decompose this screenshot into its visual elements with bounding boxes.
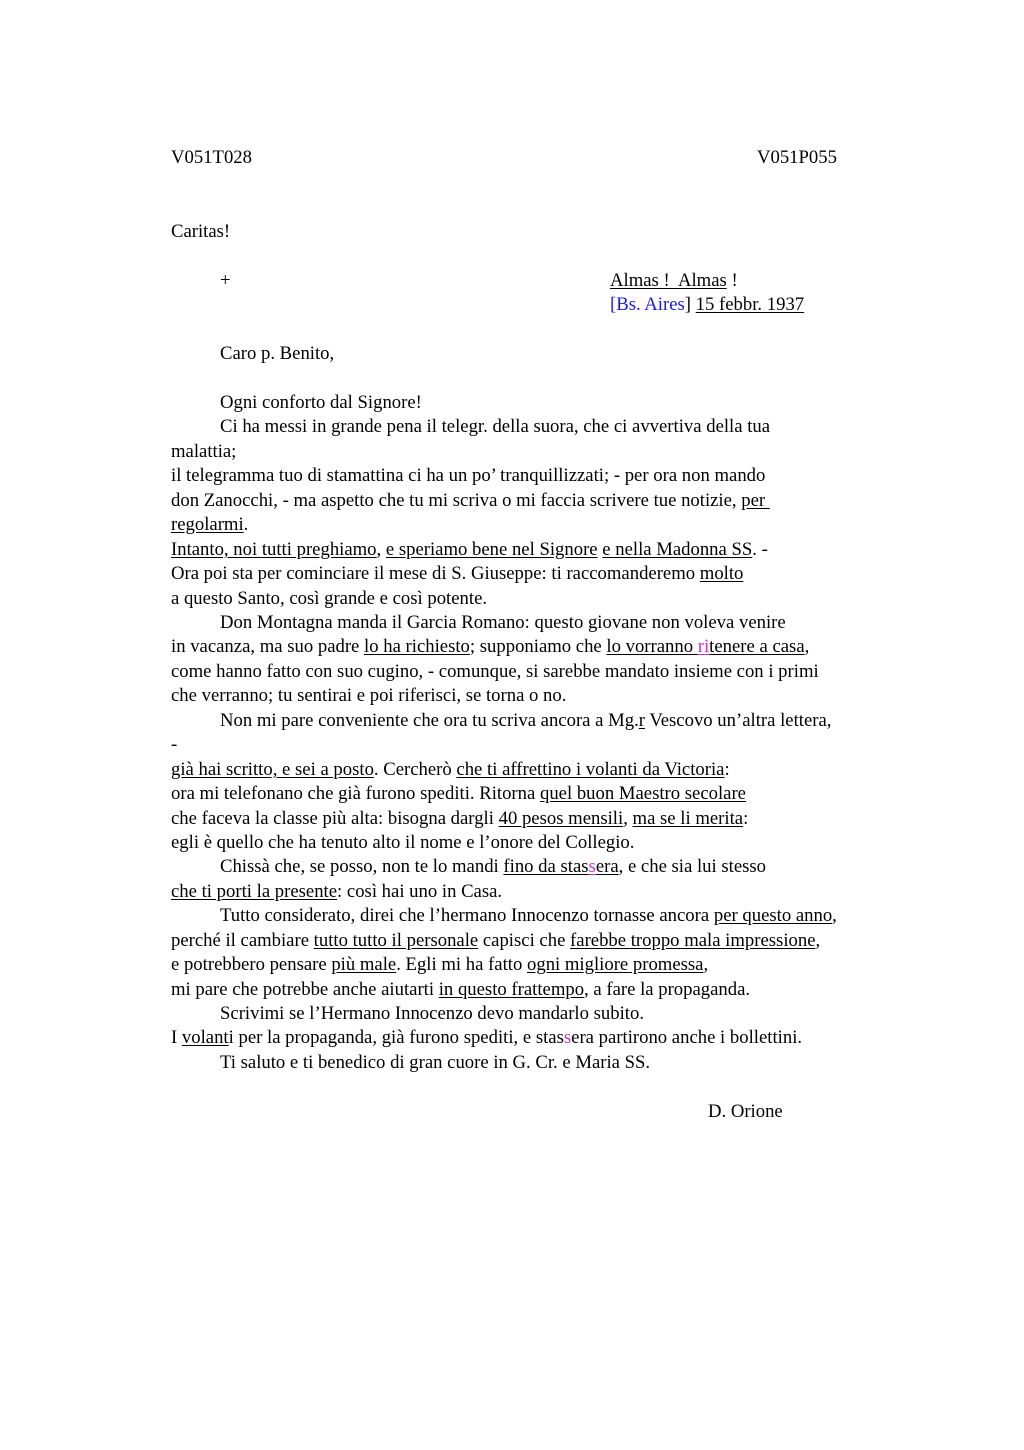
underlined-segment: volant xyxy=(181,1027,229,1048)
correction-segment: s xyxy=(588,856,596,877)
text-segment: mi pare che potrebbe anche aiutarti xyxy=(171,979,439,1000)
underlined-segment: farebbe troppo mala impressione xyxy=(570,930,816,951)
bracket-open: [ xyxy=(610,294,617,315)
text-segment: : xyxy=(724,759,730,780)
text-segment: . Egli mi ha fatto xyxy=(396,954,527,975)
body-line: che verranno; tu sentirai e poi riferisci, se torna o no. xyxy=(171,685,567,706)
body-line: - xyxy=(171,734,178,755)
text-segment: Vescovo un’altra lettera, xyxy=(644,710,832,731)
body-line xyxy=(220,858,766,877)
body-line xyxy=(171,638,809,657)
document-code-left: V051T028 xyxy=(171,147,252,168)
text-segment: , xyxy=(815,930,821,951)
bracket-close: ] xyxy=(684,294,696,315)
text-segment: capisci che xyxy=(478,930,571,951)
text-segment: Non mi pare conveniente che ora tu scriva ancora a Mg. xyxy=(220,710,639,731)
almas-text: Almas ! Almas xyxy=(610,270,727,291)
underlined-segment: lo vorranno xyxy=(606,636,698,657)
text-segment: e potrebbero pensare xyxy=(171,954,332,975)
text-segment: . - xyxy=(752,539,768,560)
text-segment: che faceva la classe più alta: bisogna dargli xyxy=(171,808,499,829)
underlined-segment: per questo anno xyxy=(713,905,833,926)
body-line: il telegramma tuo di stamattina ci ha un po’ tranquillizzati; - per ora non mando xyxy=(171,465,766,486)
opening-line: Ogni conforto dal Signore! xyxy=(220,392,422,413)
body-line xyxy=(171,981,750,1000)
body-line xyxy=(171,516,248,535)
underlined-segment: ogni migliore promessa xyxy=(527,954,704,975)
body-line xyxy=(171,492,770,511)
underlined-segment: Intanto, noi tutti preghiamo xyxy=(171,539,377,560)
closing-line: Ti saluto e ti benedico di gran cuore in G. Cr. e Maria SS. xyxy=(220,1052,651,1073)
underlined-segment: più male xyxy=(331,954,397,975)
body-line: come hanno fatto con suo cugino, - comunque, si sarebbe mandato insieme con i primi xyxy=(171,661,819,682)
underlined-segment: e speriamo bene nel Signore xyxy=(385,539,598,560)
text-segment: : così hai uno in Casa. xyxy=(337,881,503,902)
text-segment: , a fare la propaganda. xyxy=(584,979,751,1000)
underlined-segment: ma se li merita xyxy=(632,808,744,829)
body-line xyxy=(171,1029,802,1048)
text-segment: don Zanocchi, - ma aspetto che tu mi scriva o mi faccia scrivere tue notizie, xyxy=(171,490,742,511)
signature: D. Orione xyxy=(708,1101,783,1122)
body-line: Don Montagna manda il Garcia Romano: questo giovane non voleva venire xyxy=(220,612,786,633)
caritas-heading: Caritas! xyxy=(171,221,231,242)
body-line xyxy=(171,810,748,829)
dateline-almas xyxy=(610,272,738,291)
underlined-segment: tenere a casa xyxy=(709,636,805,657)
underlined-segment: in questo frattempo xyxy=(438,979,585,1000)
underlined-segment: era xyxy=(595,856,619,877)
text-segment: . xyxy=(243,514,249,535)
underlined-segment: per xyxy=(741,490,770,511)
salutation: Caro p. Benito, xyxy=(220,343,335,364)
text-segment: ; supponiamo che xyxy=(469,636,607,657)
underlined-segment: che ti affrettino i volanti da Victoria xyxy=(456,759,725,780)
text-segment: , xyxy=(376,539,386,560)
letter-date: 15 febbr. 1937 xyxy=(695,294,805,315)
cross-mark: + xyxy=(220,270,231,291)
text-segment: : xyxy=(743,808,749,829)
almas-exclamation: ! xyxy=(726,270,738,291)
body-line xyxy=(171,785,746,804)
text-segment: Ora poi sta per cominciare il mese di S. Giuseppe: ti raccomanderemo xyxy=(171,563,700,584)
text-segment: Chissà che, se posso, non te lo mandi xyxy=(220,856,504,877)
underlined-segment: regolarmi xyxy=(171,514,244,535)
text-segment: era partirono anche i bollettini. xyxy=(571,1027,803,1048)
body-line: egli è quello che ha tenuto alto il nome e l’onore del Collegio. xyxy=(171,832,635,853)
text-segment: ora mi telefonano che già furono spediti. Ritorna xyxy=(171,783,540,804)
underlined-segment: 40 pesos mensili xyxy=(498,808,624,829)
underlined-segment: molto xyxy=(699,563,744,584)
text-segment: , xyxy=(832,905,837,926)
text-segment: Tutto considerato, direi che l’hermano Innocenzo tornasse ancora xyxy=(220,905,714,926)
text-segment: , e che sia lui stesso xyxy=(618,856,767,877)
text-segment: perché il cambiare xyxy=(171,930,314,951)
correction-segment: ri xyxy=(697,636,710,657)
underlined-segment: tutto tutto il personale xyxy=(313,930,479,951)
underlined-segment: quel buon Maestro secolare xyxy=(539,783,746,804)
body-line xyxy=(220,712,831,731)
underlined-segment: fino da stas xyxy=(503,856,589,877)
text-segment: , xyxy=(804,636,810,657)
body-line xyxy=(171,956,708,975)
body-line: malattia; xyxy=(171,441,237,462)
body-line xyxy=(220,907,837,926)
body-line xyxy=(171,883,502,902)
dateline-place-date xyxy=(610,296,804,315)
place-name: Bs. Aires xyxy=(616,294,685,315)
text-segment: , xyxy=(623,808,633,829)
body-line xyxy=(171,565,743,584)
body-line: Ci ha messi in grande pena il telegr. della suora, che ci avvertiva della tua xyxy=(220,416,771,437)
body-line: a questo Santo, così grande e così potente. xyxy=(171,588,488,609)
body-line: Scrivimi se l’Hermano Innocenzo devo mandarlo subito. xyxy=(220,1003,644,1024)
underlined-segment: e nella Madonna SS xyxy=(602,539,753,560)
correction-segment: s xyxy=(563,1027,572,1048)
body-line xyxy=(171,541,768,560)
underlined-segment: già hai scritto, e sei a posto xyxy=(171,759,374,780)
underlined-segment: r xyxy=(638,710,645,731)
text-segment: in vacanza, ma suo padre xyxy=(171,636,365,657)
document-code-right: V051P055 xyxy=(757,147,837,168)
underlined-segment: lo ha richiesto xyxy=(364,636,470,657)
text-segment: . Cercherò xyxy=(373,759,457,780)
text-segment: i per la propaganda, già furono spediti, e stas xyxy=(228,1027,564,1048)
text-segment: I xyxy=(171,1027,182,1048)
body-line xyxy=(171,761,730,780)
text-segment: , xyxy=(703,954,709,975)
body-line xyxy=(171,932,820,951)
underlined-segment: che ti porti la presente xyxy=(171,881,338,902)
